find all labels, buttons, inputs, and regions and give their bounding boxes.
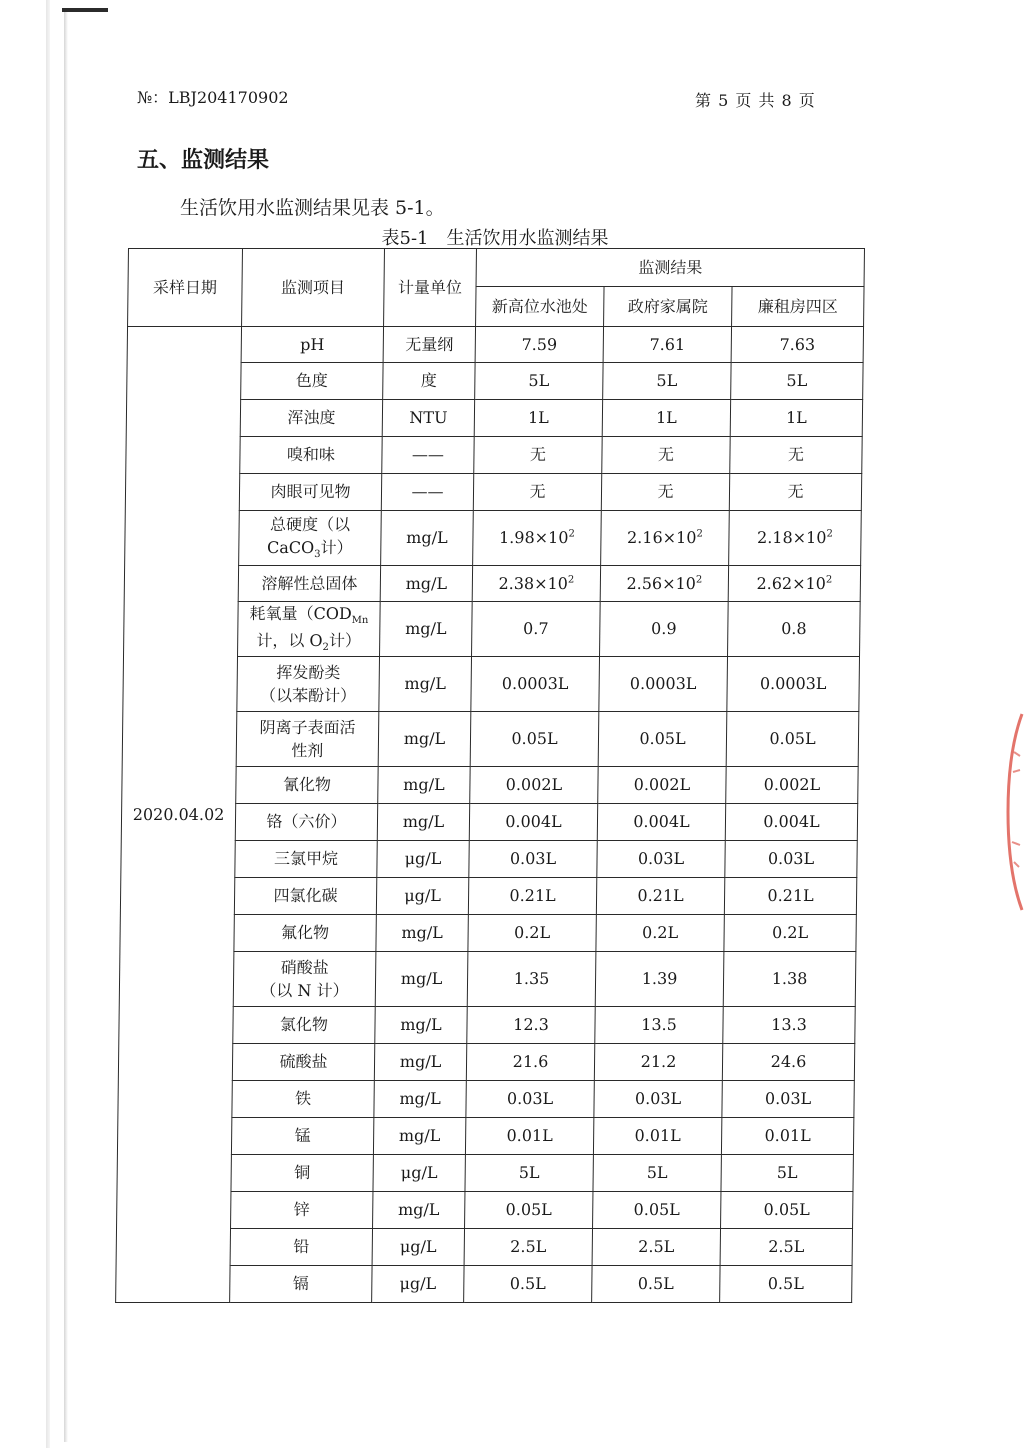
value-cell: 0.0003L [727,657,860,712]
item-cell: 三氯甲烷 [235,841,377,878]
unit-cell: mg/L [380,602,473,657]
value-cell: 0.8 [728,602,861,657]
value-cell: $2.18\times 10^2$ [729,511,862,566]
unit-cell: 无量纲 [383,327,475,363]
item-cell: 硫酸盐 [232,1044,374,1081]
value-cell: $2.38\times 10^2$ [472,566,600,602]
value-cell: 5L [603,363,731,400]
value-cell: 5L [721,1155,853,1192]
results-table [115,248,865,1303]
value-cell: 0.004L [469,804,597,841]
item-cell: 肉眼可见物 [239,474,381,511]
scan-mark [62,8,108,12]
value-cell: 0.01L [721,1118,853,1155]
value-cell: 13.5 [595,1007,723,1044]
value-cell: 0.0003L [471,657,600,712]
item-cell: 色度 [241,363,383,400]
header-site-1: 新高位水池处 [476,287,604,327]
unit-cell: mg/L [381,511,474,566]
value-cell: 21.2 [594,1044,722,1081]
unit-cell: mg/L [378,767,470,804]
value-cell: 2.5L [720,1229,852,1266]
item-cell: 氟化物 [234,915,376,952]
value-cell: 0.7 [472,602,601,657]
value-cell: 12.3 [467,1007,595,1044]
value-cell: 0.0003L [599,657,728,712]
item-cell: 锰 [231,1118,373,1155]
value-cell: 无 [473,474,601,511]
value-cell: 0.05L [470,712,599,767]
value-cell: 2.5L [464,1229,592,1266]
unit-cell: μg/L [372,1266,464,1303]
unit-cell: μg/L [376,878,468,915]
seal-stamp-edge [1000,712,1024,912]
unit-cell: —— [382,437,474,474]
value-cell: 0.05L [465,1192,593,1229]
report-number: №：LBJ204170902 [137,88,289,107]
sample-date-cell: 2020.04.02 [116,327,242,1303]
value-cell: 0.004L [597,804,725,841]
item-cell: 耗氧量（$COD_{Mn}$ 计，以 $O_2$计） [238,602,381,657]
value-cell: 无 [730,437,862,474]
value-cell: $2.56\times 10^2$ [600,566,728,602]
value-cell: 0.03L [469,841,597,878]
value-cell: 0.03L [722,1081,854,1118]
item-cell: 阴离子表面活 性剂 [236,712,379,767]
value-cell: $2.62\times 10^2$ [728,566,860,602]
value-cell: 0.21L [724,878,856,915]
value-cell: 5L [593,1155,721,1192]
item-cell: 氰化物 [236,767,378,804]
value-cell: 1L [602,400,730,437]
value-cell: 无 [602,437,730,474]
unit-cell: mg/L [380,566,472,602]
value-cell: 7.63 [731,327,863,363]
value-cell: 0.2L [724,915,856,952]
item-cell: 浑浊度 [240,400,382,437]
item-cell: 挥发酚类 （以苯酚计） [237,657,380,712]
item-cell: 硝酸盐 （以 N 计） [233,952,376,1007]
item-cell: 铅 [230,1229,372,1266]
unit-cell: mg/L [378,712,471,767]
item-cell: 四氯化碳 [234,878,376,915]
item-cell: 总硬度（以 CaCO$_3$计） [239,511,382,566]
value-cell: 0.05L [726,712,859,767]
value-cell: 0.002L [470,767,598,804]
value-cell: 5L [731,363,863,400]
item-cell: 镉 [230,1266,372,1303]
header-results: 监测结果 [476,249,864,287]
item-cell: pH [241,327,383,363]
unit-cell: mg/L [373,1192,465,1229]
unit-cell: mg/L [377,804,469,841]
unit-cell: mg/L [376,915,468,952]
value-cell: 0.5L [592,1266,720,1303]
unit-cell: mg/L [379,657,472,712]
unit-cell: μg/L [377,841,469,878]
value-cell: 0.01L [465,1118,593,1155]
table-row [127,327,863,363]
value-cell: 0.2L [596,915,724,952]
value-cell: 0.9 [600,602,729,657]
value-cell: 7.59 [475,327,603,363]
value-cell: 1L [474,400,602,437]
item-cell: 氯化物 [233,1007,375,1044]
value-cell: 1.39 [595,952,724,1007]
value-cell: 5L [465,1155,593,1192]
item-cell: 锌 [231,1192,373,1229]
unit-cell: mg/L [375,1007,467,1044]
value-cell: 0.05L [593,1192,721,1229]
value-cell: 24.6 [722,1044,854,1081]
item-cell: 铜 [231,1155,373,1192]
header-unit: 计量单位 [384,249,477,327]
value-cell: 1L [730,400,862,437]
unit-cell: —— [381,474,473,511]
value-cell: 21.6 [466,1044,594,1081]
value-cell: 2.5L [592,1229,720,1266]
scan-edge [46,0,50,1448]
unit-cell: NTU [382,400,474,437]
value-cell: 0.2L [468,915,596,952]
unit-cell: μg/L [373,1155,465,1192]
value-cell: 0.03L [725,841,857,878]
value-cell: 0.03L [597,841,725,878]
value-cell: 7.61 [603,327,731,363]
value-cell: 0.002L [598,767,726,804]
value-cell: $1.98\times 10^2$ [473,511,602,566]
item-cell: 铬（六价） [235,804,377,841]
value-cell: 1.35 [467,952,596,1007]
value-cell: 0.03L [466,1081,594,1118]
section-title: 五、监测结果 [137,147,270,173]
unit-cell: mg/L [373,1118,465,1155]
value-cell: 无 [729,474,861,511]
value-cell: 0.03L [594,1081,722,1118]
unit-cell: mg/L [374,1044,466,1081]
header-item: 监测项目 [242,249,385,327]
header-sample-date: 采样日期 [128,249,243,327]
intro-paragraph: 生活饮用水监测结果见表 5-1。 [180,197,445,219]
value-cell: 0.21L [596,878,724,915]
value-cell: 0.5L [464,1266,592,1303]
table-caption: 表5-1 生活饮用水监测结果 [381,228,609,249]
value-cell: 13.3 [723,1007,855,1044]
value-cell: 无 [474,437,602,474]
item-cell: 铁 [232,1081,374,1118]
header-site-3: 廉租房四区 [732,287,865,327]
value-cell: 无 [601,474,729,511]
value-cell: $2.16\times 10^2$ [601,511,730,566]
value-cell: 0.05L [598,712,727,767]
item-cell: 嗅和味 [240,437,382,474]
value-cell: 0.21L [468,878,596,915]
value-cell: 5L [475,363,603,400]
unit-cell: μg/L [372,1229,464,1266]
value-cell: 0.002L [726,767,858,804]
item-cell: 溶解性总固体 [238,566,380,602]
value-cell: 1.38 [723,952,856,1007]
value-cell: 0.5L [720,1266,852,1303]
page-indicator: 第 5 页 共 8 页 [695,91,816,110]
unit-cell: mg/L [374,1081,466,1118]
value-cell: 0.01L [593,1118,721,1155]
value-cell: 0.004L [725,804,857,841]
unit-cell: 度 [383,363,475,400]
unit-cell: mg/L [375,952,468,1007]
header-site-2: 政府家属院 [604,287,732,327]
value-cell: 0.05L [721,1192,853,1229]
